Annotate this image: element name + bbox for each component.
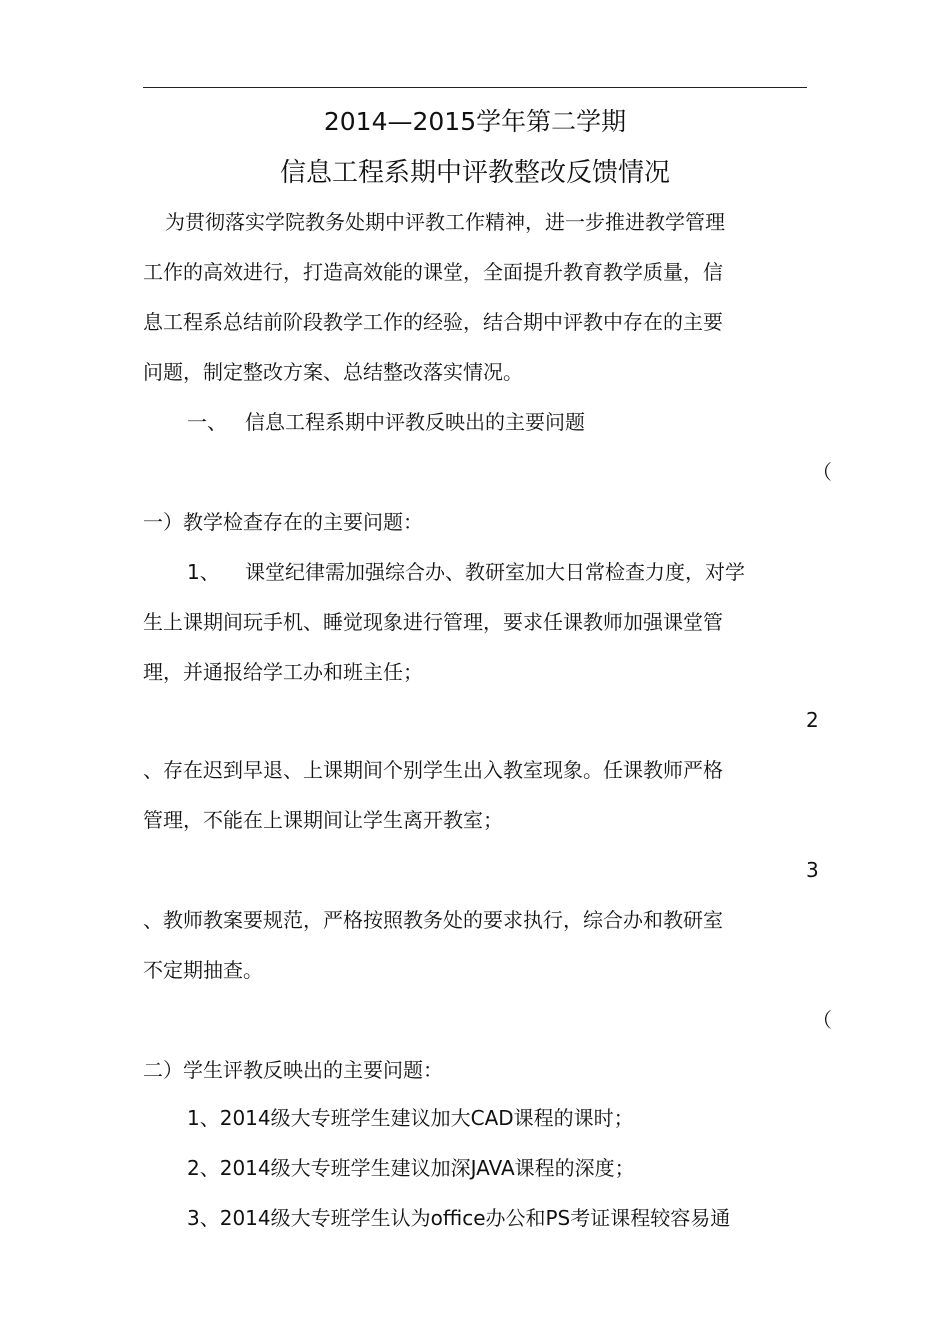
intro-line-1: 为贯彻落实学院教务处期中评教工作精神，进一步推进教学管理 [165,210,725,234]
list-item-2: 2、2014级大专班学生建议加深JAVA课程的深度； [187,1156,635,1180]
item-1-line-1: 课堂纪律需加强综合办、教研室加大日常检查力度，对学 [245,560,745,584]
item-1-line-2: 生上课期间玩手机、睡觉现象进行管理，要求任课教师加强课堂管 [143,610,723,634]
item-3-line-1: 、教师教案要规范，严格按照教务处的要求执行，综合办和教研室 [143,908,723,932]
subsection-2-paren: （ [812,1008,832,1032]
item-3-number: 3 [806,858,819,882]
section-1-number: 一、 [187,410,227,434]
header-rule [143,87,807,88]
item-3-line-2: 不定期抽查。 [143,958,263,982]
section-1-heading: 信息工程系期中评教反映出的主要问题 [245,410,585,434]
subsection-2-heading: 二）学生评教反映出的主要问题： [143,1058,443,1082]
item-2-line-2: 管理，不能在上课期间让学生离开教室； [143,808,503,832]
item-1-line-3: 理，并通报给学工办和班主任； [143,660,423,684]
list-item-3: 3、2014级大专班学生认为office办公和PS考证课程较容易通 [187,1206,731,1230]
intro-line-2: 工作的高效进行，打造高效能的课堂，全面提升教育教学质量，信 [143,260,723,284]
item-2-line-1: 、存在迟到早退、上课期间个别学生出入教室现象。任课教师严格 [143,758,723,782]
list-item-1: 1、2014级大专班学生建议加大CAD课程的课时； [187,1106,634,1130]
subsection-1-paren: （ [812,460,832,484]
item-1-number: 1、 [187,560,220,584]
title-line-1: 2014—2015学年第二学期 [323,107,627,136]
intro-line-3: 息工程系总结前阶段教学工作的经验，结合期中评教中存在的主要 [143,310,723,334]
title-line-2: 信息工程系期中评教整改反馈情况 [279,158,670,188]
item-2-number: 2 [806,708,819,732]
subsection-1-heading: 一）教学检查存在的主要问题： [143,510,423,534]
intro-line-4: 问题，制定整改方案、总结整改落实情况。 [143,360,523,384]
